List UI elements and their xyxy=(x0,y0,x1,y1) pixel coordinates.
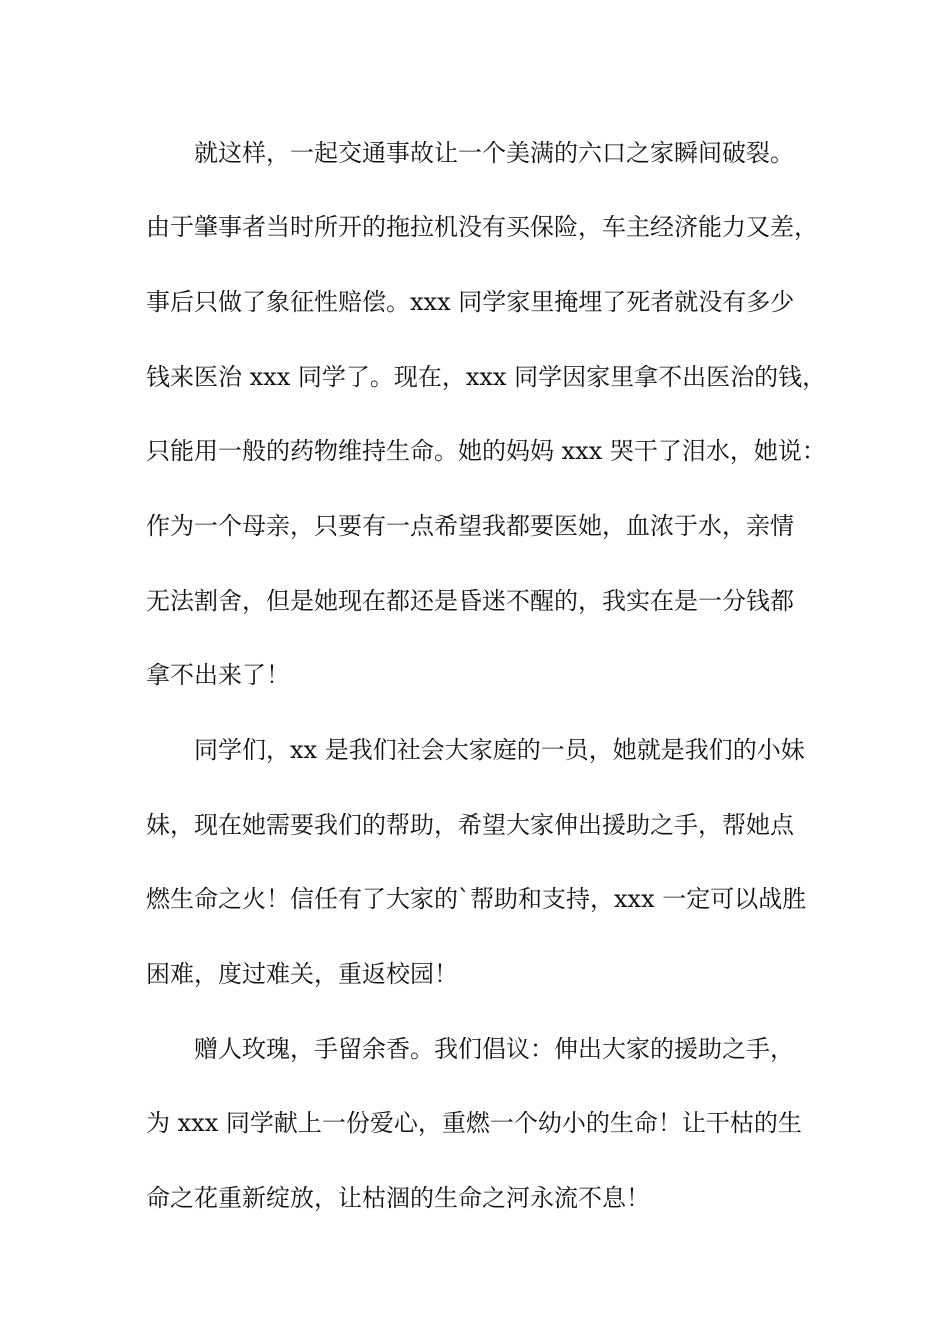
text-line: 事后只做了象征性赔偿。xxx 同学家里掩埋了死者就没有多少 xyxy=(146,288,795,316)
text-line: 由于肇事者当时所开的拖拉机没有买保险，车主经济能力又差， xyxy=(146,213,818,241)
text-line: 妹，现在她需要我们的帮助，希望大家伸出援助之手，帮她点 xyxy=(146,811,794,839)
text-line: 为 xxx 同学献上一份爱心，重燃一个幼小的生命！让干枯的生 xyxy=(146,1109,802,1137)
text-line: 命之花重新绽放，让枯涸的生命之河永流不息！ xyxy=(146,1184,650,1212)
text-line: 钱来医治 xxx 同学了。现在，xxx 同学因家里拿不出医治的钱， xyxy=(146,363,827,391)
text-line: 燃生命之火！信任有了大家的`帮助和支持，xxx 一定可以战胜 xyxy=(146,885,807,913)
text-line: 只能用一般的药物维持生命。她的妈妈 xxx 哭干了泪水，她说： xyxy=(146,437,826,465)
text-line: 拿不出来了！ xyxy=(146,661,290,689)
text-line: 作为一个母亲，只要有一点希望我都要医她，血浓于水，亲情 xyxy=(146,512,794,540)
text-line: 同学们，xx 是我们社会大家庭的一员，她就是我们的小妹 xyxy=(194,736,805,764)
text-line: 困难，度过难关，重返校园！ xyxy=(146,960,458,988)
text-line: 就这样，一起交通事故让一个美满的六口之家瞬间破裂。 xyxy=(194,139,794,167)
text-line: 赠人玫瑰，手留余香。我们倡议：伸出大家的援助之手， xyxy=(194,1035,794,1063)
text-line: 无法割舍，但是她现在都还是昏迷不醒的，我实在是一分钱都 xyxy=(146,587,794,615)
